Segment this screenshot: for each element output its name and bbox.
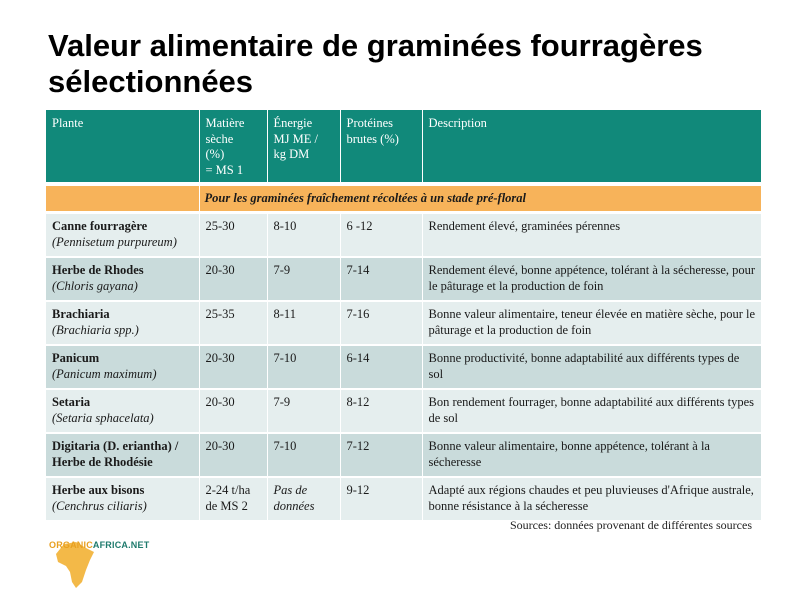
cell-energie: 7-9 — [267, 389, 340, 433]
col-header-proteines: Protéines brutes (%) — [340, 110, 422, 184]
cell-plante — [46, 257, 199, 301]
organic-africa-logo — [48, 532, 168, 592]
cell-proteines: 7-14 — [340, 257, 422, 301]
plant-name: Digitaria (D. eriantha) / Herbe de Rhodésie — [52, 439, 179, 469]
cell-description: Bon rendement fourrager, bonne adaptabilité aux différents types de sol — [422, 389, 761, 433]
cell-matiere-seche: 20-30 — [199, 257, 267, 301]
cell-matiere-seche: 25-30 — [199, 213, 267, 258]
table-row — [46, 301, 761, 345]
cell-plante — [46, 345, 199, 389]
cell-plante — [46, 433, 199, 477]
table-row — [46, 213, 761, 258]
plant-name: Setaria — [52, 395, 91, 409]
plant-name: Brachiaria — [52, 307, 110, 321]
plant-name: Herbe aux bisons — [52, 483, 145, 497]
cell-plante — [46, 389, 199, 433]
cell-matiere-seche: 25-35 — [199, 301, 267, 345]
cell-plante — [46, 301, 199, 345]
cell-description: Adapté aux régions chaudes et peu pluvieuses d'Afrique australe, bonne résistance à la sécheresse — [422, 477, 761, 521]
table-row — [46, 433, 761, 477]
table-subheader-row — [46, 184, 761, 213]
cell-description: Rendement élevé, bonne appétence, tolérant à la sécheresse, pour le pâturage et la production de foin — [422, 257, 761, 301]
cell-matiere-seche: 20-30 — [199, 433, 267, 477]
cell-energie: 8-10 — [267, 213, 340, 258]
table-row — [46, 477, 761, 521]
table-row — [46, 257, 761, 301]
subheader-label: Pour les graminées fraîchement récoltées à un stade pré-floral — [199, 184, 761, 213]
table-body — [46, 213, 761, 522]
cell-energie: 7-10 — [267, 345, 340, 389]
plant-scientific-name: (Chloris gayana) — [52, 278, 138, 293]
cell-proteines: 7-12 — [340, 433, 422, 477]
cell-proteines: 6-14 — [340, 345, 422, 389]
col-header-description: Description — [422, 110, 761, 184]
col-header-matiere-seche: Matière sèche (%) = MS 1 — [199, 110, 267, 184]
col-header-plante: Plante — [46, 110, 199, 184]
cell-matiere-seche: 2-24 t/ha de MS 2 — [199, 477, 267, 521]
plant-name: Panicum — [52, 351, 100, 365]
cell-proteines: 7-16 — [340, 301, 422, 345]
logo-text-organic: ORGANIC — [49, 540, 93, 550]
logo-wordmark — [49, 540, 149, 550]
cell-matiere-seche: 20-30 — [199, 345, 267, 389]
subheader-spacer — [46, 184, 199, 213]
page-title: Valeur alimentaire de graminées fourragères sélectionnées — [48, 28, 703, 99]
plant-scientific-name: (Setaria sphacelata) — [52, 410, 154, 425]
col-header-energie: Énergie MJ ME / kg DM — [267, 110, 340, 184]
cell-proteines: 6 -12 — [340, 213, 422, 258]
sources-note: Sources: données provenant de différentes sources — [509, 518, 752, 532]
plant-scientific-name: (Cenchrus ciliaris) — [52, 498, 147, 513]
table-row — [46, 389, 761, 433]
cell-proteines: 8-12 — [340, 389, 422, 433]
cell-description: Bonne valeur alimentaire, teneur élevée en matière sèche, pour le pâturage et la production de foin — [422, 301, 761, 345]
plant-scientific-name: (Pennisetum purpureum) — [52, 234, 177, 249]
plant-scientific-name: (Panicum maximum) — [52, 366, 157, 381]
cell-plante — [46, 477, 199, 521]
cell-energie: 7-10 — [267, 433, 340, 477]
cell-energie: Pas de données — [267, 477, 340, 521]
cell-plante — [46, 213, 199, 258]
table-row — [46, 345, 761, 389]
cell-energie: 8-11 — [267, 301, 340, 345]
cell-description: Rendement élevé, graminées pérennes — [422, 213, 761, 258]
table-header-row — [46, 110, 761, 184]
cell-matiere-seche: 20-30 — [199, 389, 267, 433]
cell-energie: 7-9 — [267, 257, 340, 301]
cell-description: Bonne productivité, bonne adaptabilité aux différents types de sol — [422, 345, 761, 389]
cell-description: Bonne valeur alimentaire, bonne appétence, tolérant à la sécheresse — [422, 433, 761, 477]
plant-scientific-name: (Brachiaria spp.) — [52, 322, 139, 337]
plant-name: Canne fourragère — [52, 219, 148, 233]
logo-text-africa: AFRICA.NET — [92, 540, 150, 550]
plant-name: Herbe de Rhodes — [52, 263, 144, 277]
forage-table — [46, 110, 761, 522]
cell-proteines: 9-12 — [340, 477, 422, 521]
